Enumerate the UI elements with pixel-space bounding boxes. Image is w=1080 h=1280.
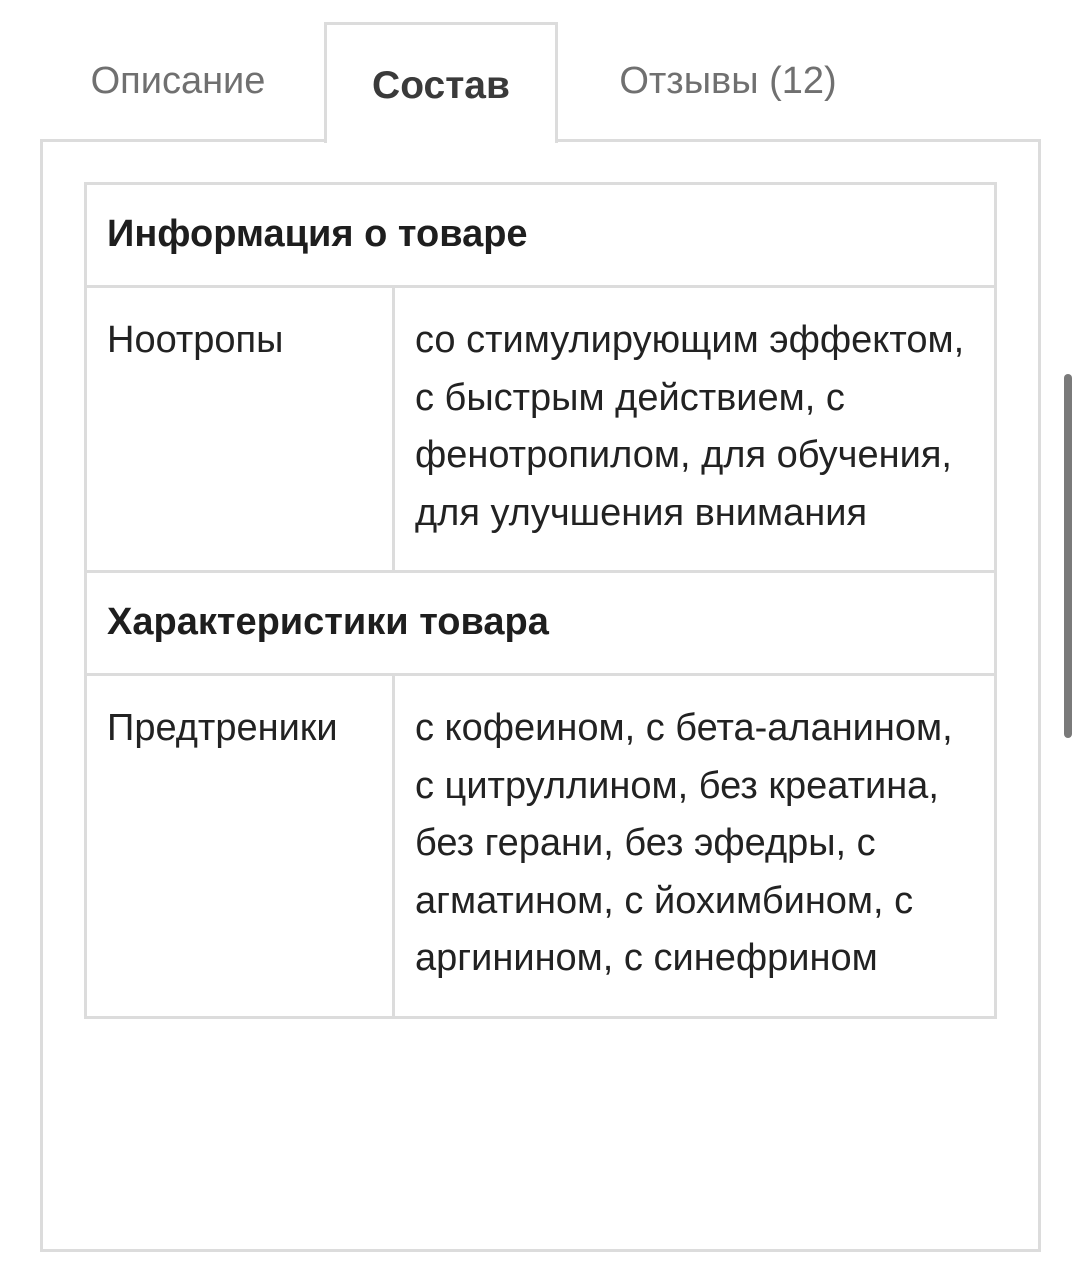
- table-row: [86, 675, 996, 1018]
- tab-reviews[interactable]: Отзывы (12): [619, 59, 837, 102]
- section-header-row: [86, 184, 996, 287]
- vertical-scrollbar[interactable]: [1064, 374, 1072, 738]
- section-title-product-info: Информация о товаре: [86, 184, 996, 287]
- table-row: [86, 287, 996, 572]
- product-spec-table: [84, 182, 997, 1019]
- section-header-row: [86, 572, 996, 675]
- row-value-nootropics: со стимулирующим эффектом, с быстрым действием, с фенотропилом, для обучения, для улучшения внимания: [394, 287, 996, 572]
- tab-description[interactable]: Описание: [90, 59, 266, 102]
- tab-composition[interactable]: Состав: [324, 22, 558, 143]
- tab-bar: [40, 22, 1040, 142]
- row-key-pre-workouts: Предтреники: [86, 675, 394, 1018]
- row-value-pre-workouts: с кофеином, с бета-аланином, с цитруллином, без креатина, без герани, без эфедры, с агматином, с йохимбином, с аргинином, с синефрином: [394, 675, 996, 1018]
- row-key-nootropics: Ноотропы: [86, 287, 394, 572]
- section-title-product-characteristics: Характеристики товара: [86, 572, 996, 675]
